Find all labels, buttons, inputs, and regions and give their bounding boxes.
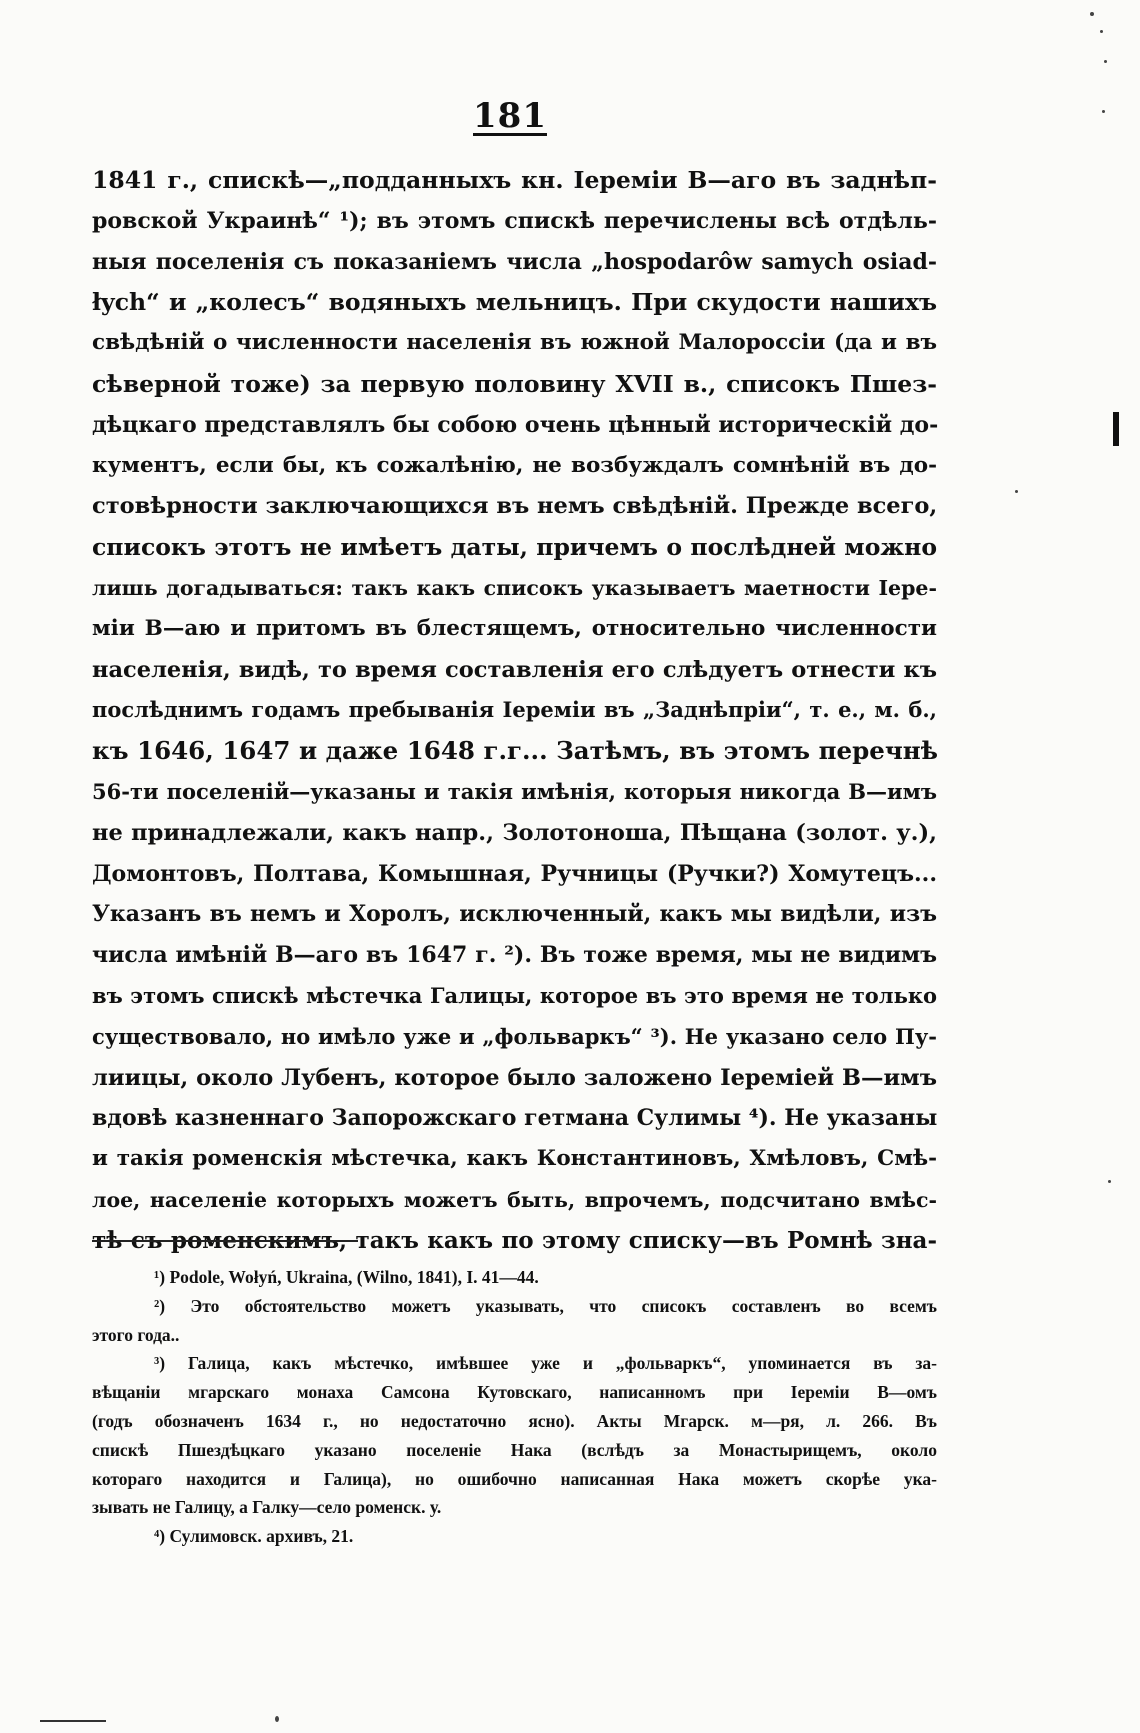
- scan-margin-mark: [1113, 412, 1119, 446]
- footnote-line: вѣщаніи мгарскаго монаха Самсона Кутовскаго, написанномъ при Іереміи В—омъ: [92, 1382, 937, 1403]
- body-line: стовѣрности заключающихся въ немъ свѣдѣній. Прежде всего,: [92, 493, 938, 520]
- footnote-line: ³) Галица, какъ мѣстечко, имѣвшее уже и „фольваркъ“, упоминается въ за-: [154, 1353, 937, 1374]
- footnote-line: этого года..: [92, 1324, 180, 1345]
- footnote-line: (годъ обозначенъ 1634 г., но недостаточно ясно). Акты Мгарск. м—ря, л. 266. Въ: [92, 1410, 937, 1431]
- footnotes: [92, 1263, 937, 1551]
- footnote-line: ⁴) Сулимовск. архивъ, 21.: [154, 1526, 354, 1547]
- footnote-line: ¹) Podole, Wołyń, Ukraina, (Wilno, 1841), I. 41—44.: [154, 1267, 539, 1287]
- body-text: [92, 160, 937, 1262]
- footnote-separator: [92, 1240, 358, 1242]
- body-line: сѣверной тоже) за первую половину XVII в., списокъ Пшез-: [92, 369, 937, 398]
- body-line: 1841 г., спискѣ—„подданныхъ кн. Іереміи В—аго въ заднѣп-: [92, 166, 937, 194]
- footnote-line: спискѣ Пшездѣцкаго указано поселеніе Нака (вслѣдъ за Монастырищемъ, около: [92, 1439, 937, 1460]
- body-line: свѣдѣній о численности населенія въ южной Малороссіи (да и въ: [92, 330, 937, 356]
- scan-speck: [1108, 1180, 1111, 1183]
- body-line: Указанъ въ немъ и Хоролъ, исключенный, какъ мы видѣли, изъ: [92, 901, 937, 928]
- scan-speck: [1102, 110, 1105, 113]
- body-line: міи В—аю и притомъ въ блестящемъ, относительно численности: [92, 615, 937, 641]
- body-line: не принадлежали, какъ напр., Золотоноша, Пѣщана (золот. у.),: [92, 819, 937, 846]
- scan-speck: [275, 1716, 279, 1722]
- body-line: лишь догадываться: такъ какъ списокъ указываетъ маетности Іере-: [92, 575, 937, 600]
- body-line: дѣцкаго представлялъ бы собою очень цѣнный историческій до-: [92, 411, 939, 438]
- scan-speck: [1090, 12, 1094, 16]
- body-line: населенія, видѣ, то время составленія его слѣдуетъ отнести къ: [92, 656, 937, 683]
- body-line: 56-ти поселеній—указаны и такія имѣнія, которыя никогда В—имъ: [92, 778, 937, 804]
- body-line: послѣднимъ годамъ пребыванія Іереміи въ „Заднѣпріи“, т. е., м. б.,: [92, 697, 937, 723]
- scan-speck: [1100, 30, 1103, 33]
- footnote-line: котораго находится и Галица), но ошибочно написанная Нака можетъ скорѣе ука-: [92, 1468, 937, 1489]
- body-line: ныя поселенія съ показаніемъ числа „hospodarôw samych osiad-: [92, 248, 937, 275]
- body-line: вдовѣ казненнаго Запорожскаго гетмана Сулимы ⁴). Не указаны: [92, 1105, 938, 1132]
- body-line: лое, населеніе которыхъ можетъ быть, впрочемъ, подсчитано вмѣс-: [92, 1187, 937, 1212]
- body-line: кументъ, если бы, къ сожалѣнію, не возбуждалъ сомнѣній въ до-: [92, 452, 937, 478]
- scan-edge-rule: [40, 1720, 106, 1722]
- body-line: ровской Украинѣ“ ¹); въ этомъ спискѣ перечислены всѣ отдѣль-: [92, 207, 937, 234]
- body-line: лиицы, около Лубенъ, которое было заложено Іереміей В—имъ: [92, 1064, 937, 1091]
- footnote-line: зывать не Галицу, а Галку—село роменск. у.: [92, 1497, 442, 1518]
- page-number: 181: [473, 96, 547, 136]
- body-line: списокъ этотъ не имѣетъ даты, причемъ о послѣдней можно: [92, 533, 937, 562]
- body-line: существовало, но имѣло уже и „фольваркъ“ ³). Не указано село Пу-: [92, 1023, 937, 1049]
- body-line: къ 1646, 1647 и даже 1648 г.г... Затѣмъ, въ этомъ перечнѣ: [92, 736, 938, 766]
- body-line: łych“ и „колесъ“ водяныхъ мельницъ. При скудости нашихъ: [92, 288, 937, 317]
- body-line: тѣ съ роменскимъ, такъ какъ по этому списку—въ Ромнѣ зна-: [92, 1226, 937, 1254]
- scan-speck: [1015, 490, 1018, 493]
- scan-speck: [1104, 60, 1107, 63]
- body-line: и такія роменскія мѣстечка, какъ Константиновъ, Хмѣловъ, Смѣ-: [92, 1146, 937, 1172]
- body-line: въ этомъ спискѣ мѣстечка Галицы, которое въ это время не только: [92, 982, 937, 1008]
- body-line: Домонтовъ, Полтава, Комышная, Ручницы (Ручки?) Хомутецъ...: [92, 860, 937, 887]
- footnote-line: ²) Это обстоятельство можетъ указывать, что списокъ составленъ во всемъ: [154, 1295, 937, 1316]
- body-line: числа имѣній В—аго въ 1647 г. ²). Въ тоже время, мы не видимъ: [92, 942, 937, 969]
